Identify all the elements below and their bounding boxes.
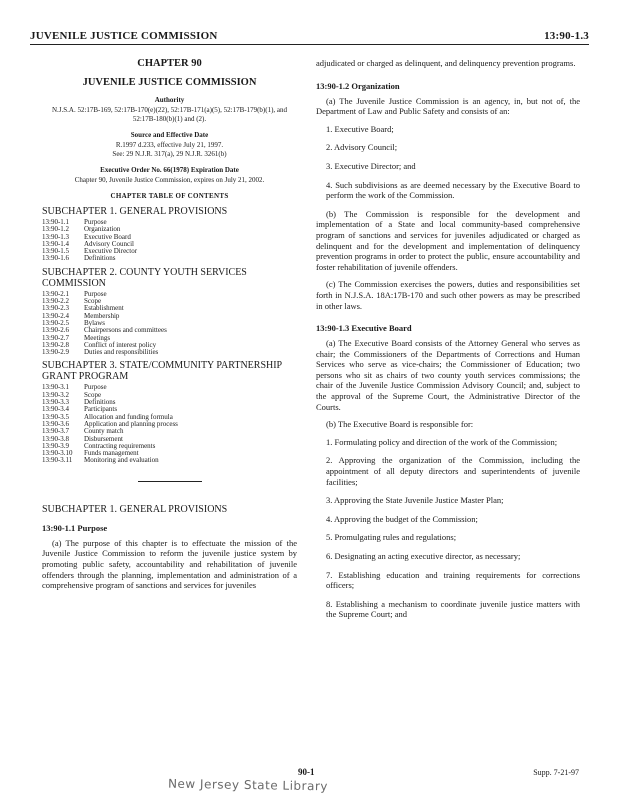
toc-entry-number: 13:90-3.6 — [42, 419, 70, 428]
toc-entry-number: 13:90-3.8 — [42, 434, 70, 443]
section-1-3-paragraph-b: (b) The Executive Board is responsible for: — [326, 419, 474, 430]
toc-entry-title: Chairpersons and committees — [84, 326, 167, 335]
list-item: 8. Establishing a mechanism to coordinate juvenile justice matters with the Supreme Court; and — [326, 598, 580, 620]
toc-entry — [42, 219, 297, 226]
toc-entry-number: 13:90-3.11 — [42, 456, 73, 465]
toc-entry-number: 13:90-2.2 — [42, 297, 70, 306]
toc-entry-title: Allocation and funding formula — [84, 412, 173, 421]
list-item: 4. Approving the budget of the Commission; — [326, 513, 478, 524]
toc-subchapter-3: SUBCHAPTER 3. STATE/COMMUNITY PARTNERSHIP GRANT PROGRAM — [42, 360, 282, 383]
list-item: 2. Advisory Council; — [326, 142, 398, 153]
toc-entry-title: Meetings — [84, 333, 111, 342]
authority-text: N.J.S.A. 52:17B-169, 52:17B-170(e)(22), 52:17B-171(a)(5), 52:17B-179(b)(1), and 52:17B-180(b)(1) and (2). — [51, 106, 288, 123]
toc-entry-title: Advisory Council — [84, 239, 134, 248]
section-1-1-heading: 13:90-1.1 Purpose — [42, 522, 108, 533]
list-item: 2. Approving the organization of the Commission, including the appointment of all deputy directors and superintendents of juvenile facilities; — [326, 455, 580, 487]
toc-entry-number: 13:90-3.5 — [42, 412, 70, 421]
toc-entry-number: 13:90-1.5 — [42, 247, 70, 256]
toc-entry-title: Purpose — [84, 218, 107, 226]
toc-entry-number: 13:90-1.6 — [42, 254, 70, 263]
toc-entry-number: 13:90-2.1 — [42, 289, 70, 298]
toc-entry-number: 13:90-3.1 — [42, 383, 70, 392]
toc-entry-title: Purpose — [84, 383, 107, 392]
toc-entry — [42, 399, 297, 406]
toc-entry — [42, 349, 297, 356]
toc-entry — [42, 226, 297, 233]
section-1-2-paragraph-a: (a) The Juvenile Justice Commission is an agency, in, but not of, the Department of Law and Public Safety and consists of an: — [316, 95, 580, 117]
toc-entry-number: 13:90-2.7 — [42, 333, 70, 342]
toc-entry-number: 13:90-2.3 — [42, 304, 70, 313]
toc-entry-title: Definitions — [84, 398, 116, 407]
toc-entry-number: 13:90-1.2 — [42, 225, 70, 234]
toc-entry — [42, 313, 297, 320]
toc-entry — [42, 320, 297, 327]
toc-entry-title: Duties and responsibilities — [84, 348, 159, 357]
toc-entry — [42, 436, 297, 443]
page-number: 90-1 — [298, 767, 315, 777]
toc-list-3 — [42, 384, 297, 464]
header-rule — [30, 44, 589, 45]
list-item: 6. Designating an acting executive director, as necessary; — [326, 551, 521, 561]
toc-entry-number: 13:90-3.3 — [42, 398, 70, 407]
running-header — [30, 30, 589, 44]
toc-entry — [42, 335, 297, 342]
toc-entry-number: 13:90-3.2 — [42, 390, 70, 399]
toc-entry — [42, 327, 297, 334]
toc-entry — [42, 248, 297, 255]
toc-entry-title: Scope — [84, 297, 102, 306]
toc-entry-title: Contracting requirements — [84, 441, 156, 450]
chapter-title: JUVENILE JUSTICE COMMISSION — [82, 77, 257, 88]
toc-entry-title: Membership — [84, 311, 120, 320]
toc-entry — [42, 342, 297, 349]
toc-entry-number: 13:90-2.8 — [42, 340, 70, 349]
toc-entry — [42, 428, 297, 435]
source-text-2: See: 29 N.J.R. 317(a), 29 N.J.R. 3261(b) — [112, 150, 227, 158]
toc-entry-number: 13:90-1.1 — [42, 218, 70, 226]
toc-entry-title: Purpose — [84, 289, 107, 298]
authority-heading: Authority — [154, 96, 185, 104]
toc-list-1 — [42, 219, 297, 263]
header-title: JUVENILE JUSTICE COMMISSION — [30, 30, 218, 42]
toc-entry-number: 13:90-2.6 — [42, 326, 70, 335]
header-section: 13:90-1.3 — [544, 30, 589, 42]
list-item: 7. Establishing education and training requirements for corrections officers; — [326, 569, 580, 591]
right-column — [316, 58, 580, 628]
section-1-1-paragraph-a: (a) The purpose of this chapter is to effectuate the mission of the Juvenile Justice Commission to reform the juvenile justice system by promoting public safety, accountability and rehabilitation of juvenile offenders through the planning, implementation and administration of a comprehensive program of sanctions and services for juveniles — [42, 537, 297, 591]
toc-entry-title: Organization — [84, 225, 121, 234]
toc-entry-title: Scope — [84, 390, 102, 399]
library-stamp: New Jersey State Library — [167, 776, 329, 794]
toc-entry — [42, 305, 297, 312]
toc-entry — [42, 384, 297, 391]
section-1-2-heading: 13:90-1.2 Organization — [316, 80, 400, 91]
list-item: 1. Formulating policy and direction of the work of the Commission; — [326, 436, 558, 447]
list-item: 4. Such subdivisions as are deemed necessary by the Executive Board to perform the work of the Commission. — [326, 179, 580, 201]
toc-entry-number: 13:90-1.4 — [42, 239, 70, 248]
section-1-2-paragraph-b: (b) The Commission is responsible for the development and implementation of a State and local community-based comprehensive program of sanctions and services for juveniles adjudicated or charged as delinquent and for the development and implementation of delinquency prevention programs in order to protect the public, ensure accountability and foster rehabilitation of juvenile offenders. — [316, 208, 580, 272]
toc-entry-title: Executive Board — [84, 232, 131, 241]
toc-entry-title: Participants — [84, 405, 118, 414]
toc-subchapter-1: SUBCHAPTER 1. GENERAL PROVISIONS — [42, 206, 228, 217]
executive-order-heading: Executive Order No. 66(1978) Expiration Date — [100, 166, 239, 174]
toc-entry-number: 13:90-3.9 — [42, 441, 70, 450]
toc-entry-title: Monitoring and evaluation — [84, 456, 159, 465]
toc-entry — [42, 457, 297, 464]
executive-order-text: Chapter 90, Juvenile Justice Commission, expires on July 21, 2002. — [74, 176, 265, 184]
chapter-number: CHAPTER 90 — [137, 58, 202, 69]
source-heading: Source and Effective Date — [130, 131, 209, 139]
toc-entry-title: Disbursement — [84, 434, 123, 443]
toc-entry-title: Establishment — [84, 304, 124, 313]
list-item: 5. Promulgating rules and regulations; — [326, 532, 457, 543]
toc-entry — [42, 255, 297, 262]
left-column — [42, 58, 297, 598]
section-1-3-heading: 13:90-1.3 Executive Board — [316, 323, 412, 334]
toc-entry — [42, 298, 297, 305]
toc-entry-number: 13:90-2.4 — [42, 311, 70, 320]
section-1-3-paragraph-a: (a) The Executive Board consists of the Attorney General who serves as chair; the Commissioners of the Departments of Corrections and Human Services who serve as vice-chairs; the Commissioner of Education; two persons who sit as chairs of two county youth services commissions; the chair of the Juvenile Justice Commission Advisory Council; and, subject to the approval of the Supreme Court, the Administrative Director of the Courts. — [316, 338, 580, 412]
continued-text: adjudicated or charged as delinquent, and delinquency prevention programs. — [316, 58, 576, 68]
toc-entry — [42, 241, 297, 248]
toc-entry — [42, 392, 297, 399]
toc-entry-title: Funds management — [84, 449, 139, 458]
toc-list-2 — [42, 291, 297, 357]
toc-entry-title: Application and planning process — [84, 419, 178, 428]
section-divider — [138, 481, 202, 482]
toc-entry — [42, 291, 297, 298]
toc-entry-title: Conflict of interest policy — [84, 340, 157, 349]
toc-entry-title: County match — [84, 427, 124, 436]
toc-entry-title: Definitions — [84, 254, 116, 263]
toc-entry-title: Bylaws — [84, 318, 105, 327]
body-subchapter-heading: SUBCHAPTER 1. GENERAL PROVISIONS — [42, 503, 228, 515]
source-text-1: R.1997 d.233, effective July 21, 1997. — [115, 141, 224, 149]
toc-entry-number: 13:90-3.7 — [42, 427, 70, 436]
toc-entry-number: 13:90-1.3 — [42, 232, 70, 241]
list-item: 3. Executive Director; and — [326, 160, 416, 171]
toc-entry-number: 13:90-2.5 — [42, 318, 70, 327]
section-1-2-paragraph-c: (c) The Commission exercises the powers, duties and responsibilities set forth in N.J.S.A. 18A:17B-170 and such other powers as may be prescribed in other laws. — [316, 279, 580, 311]
toc-entry-number: 13:90-3.4 — [42, 405, 70, 414]
supplement-date: Supp. 7-21-97 — [533, 768, 579, 777]
toc-entry — [42, 443, 297, 450]
toc-subchapter-2: SUBCHAPTER 2. COUNTY YOUTH SERVICES COMMISSION — [42, 266, 247, 289]
toc-entry-number: 13:90-3.10 — [42, 449, 73, 458]
list-item: 3. Approving the State Juvenile Justice Master Plan; — [326, 495, 504, 506]
toc-entry-number: 13:90-2.9 — [42, 348, 70, 357]
toc-entry — [42, 421, 297, 428]
toc-entry-title: Executive Director — [84, 247, 138, 256]
list-item: 1. Executive Board; — [326, 123, 394, 134]
toc-entry — [42, 450, 297, 457]
toc-heading: CHAPTER TABLE OF CONTENTS — [110, 192, 229, 200]
toc-entry — [42, 234, 297, 241]
